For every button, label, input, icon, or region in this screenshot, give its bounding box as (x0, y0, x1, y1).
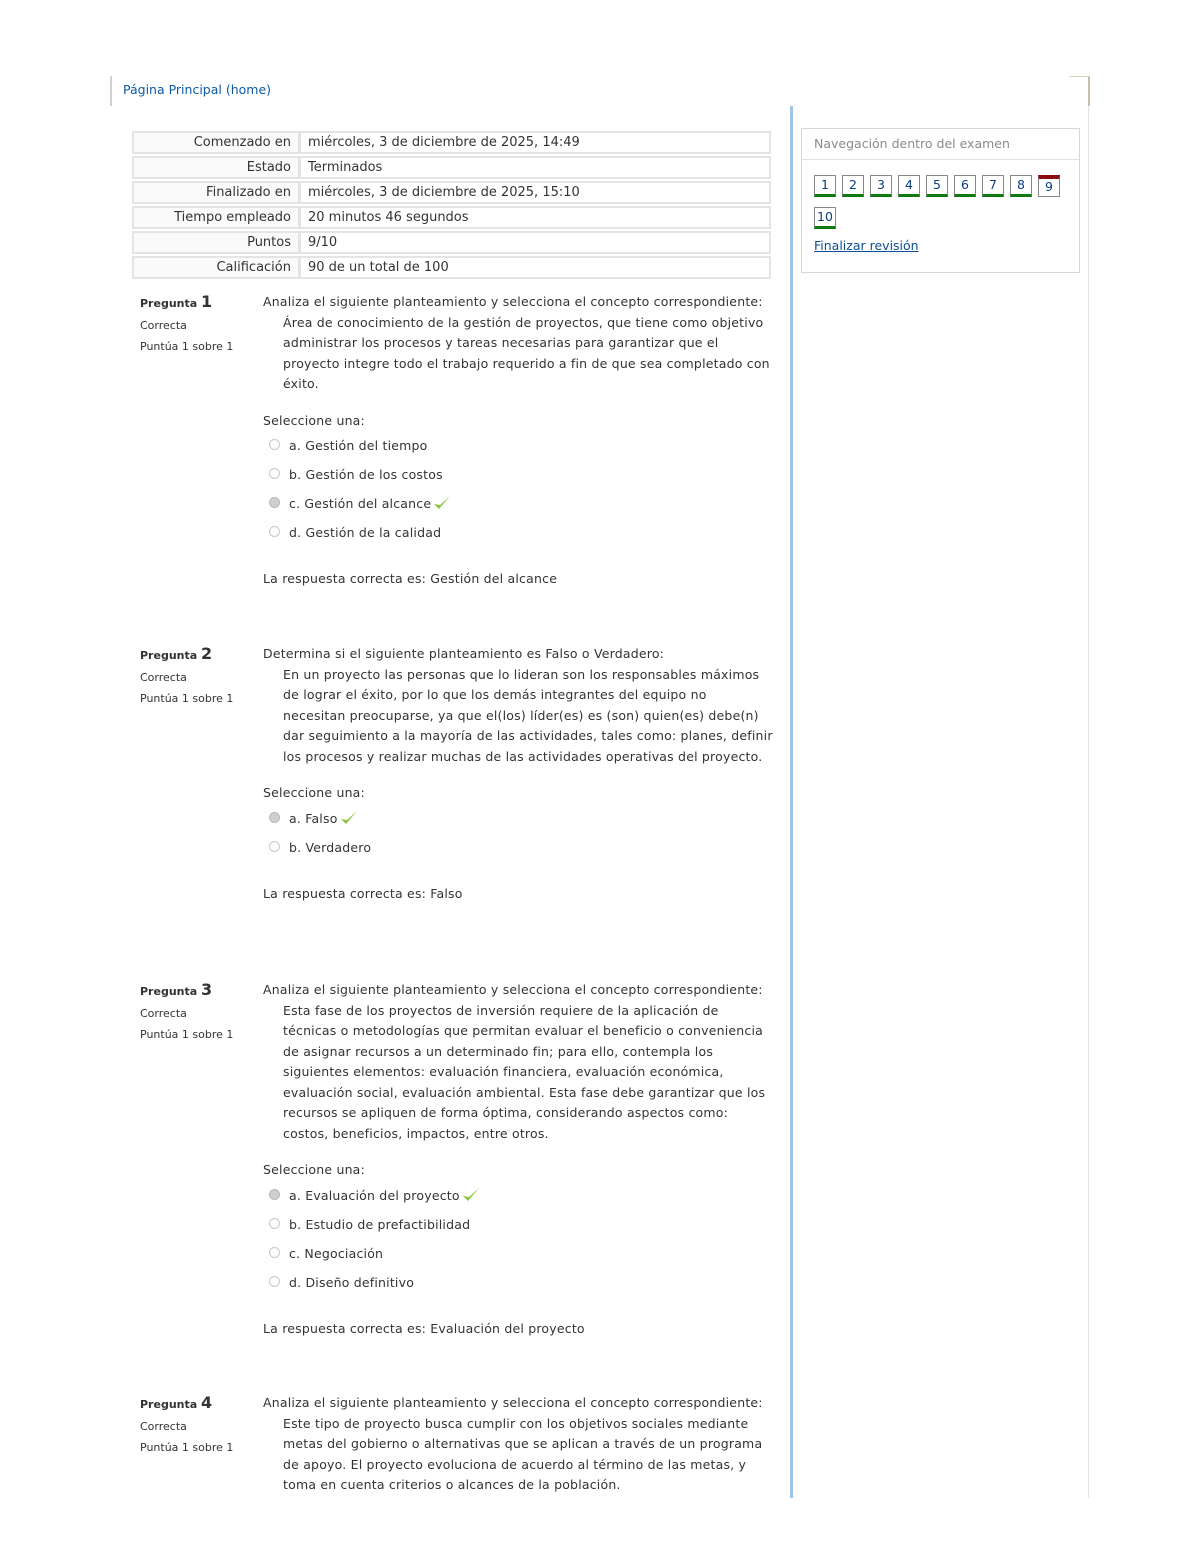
radio-button[interactable] (269, 526, 280, 537)
option-c[interactable] (263, 1239, 773, 1268)
summary-row (132, 181, 771, 204)
option-b[interactable] (263, 833, 773, 862)
question-grade: Puntúa 1 sobre 1 (140, 692, 234, 705)
option-label: b. Gestión de los costos (289, 467, 443, 482)
question-grade: Puntúa 1 sobre 1 (140, 1028, 234, 1041)
answer-options (263, 431, 773, 547)
option-label: c. Gestión del alcance (289, 496, 432, 511)
summary-row (132, 131, 771, 154)
radio-button[interactable] (269, 439, 280, 450)
summary-row (132, 206, 771, 229)
radio-button[interactable] (269, 468, 280, 479)
question-state: Correcta (140, 671, 187, 684)
option-label: a. Gestión del tiempo (289, 438, 428, 453)
select-one-label: Seleccione una: (263, 1162, 365, 1177)
home-link[interactable]: Página Principal (home) (123, 82, 272, 97)
radio-button-selected[interactable] (269, 1189, 280, 1200)
radio-button[interactable] (269, 1276, 280, 1287)
nav-question-5[interactable]: 5 (926, 175, 948, 197)
correct-answer-prefix: La respuesta correcta es: (263, 571, 431, 586)
question-label: Pregunta (140, 985, 198, 998)
question-intro: Analiza el siguiente planteamiento y selecciona el concepto correspondiente: (263, 294, 763, 309)
question-state: Correcta (140, 1420, 187, 1433)
question-content (263, 1393, 773, 1496)
question-text (263, 292, 773, 395)
quiz-navigation-block (801, 128, 1080, 273)
question-detail: Este tipo de proyecto busca cumplir con los objetivos sociales mediante metas del gobierno o alternativas que se aplican a través de un programa de apoyo. El proyecto evoluciona de acuerdo al término de las metas, y toma en cuenta criterios o alcances de la población. (283, 1415, 763, 1492)
option-label: b. Estudio de prefactibilidad (289, 1216, 471, 1232)
summary-row (132, 156, 771, 179)
option-label: d. Gestión de la calidad (289, 525, 442, 540)
option-c[interactable] (263, 489, 773, 518)
nav-question-10[interactable]: 10 (814, 207, 836, 229)
header-left-border (110, 76, 112, 106)
question-grade: Puntúa 1 sobre 1 (140, 1441, 234, 1454)
radio-button[interactable] (269, 1218, 280, 1229)
question-info (140, 644, 250, 705)
question-intro: Determina si el siguiente planteamiento es Falso o Verdadero: (263, 646, 665, 661)
question-intro: Analiza el siguiente planteamiento y selecciona el concepto correspondiente: (263, 1395, 763, 1410)
correct-answer-value: Falso (430, 885, 463, 901)
question-text (263, 1393, 773, 1496)
question-content (263, 292, 773, 590)
option-label: b. Verdadero (289, 839, 372, 855)
correct-answer (263, 884, 773, 905)
option-label: a. Falso (289, 810, 338, 826)
option-a[interactable] (263, 431, 773, 460)
question-content (263, 644, 773, 904)
question-state: Correcta (140, 319, 187, 332)
summary-label: Tiempo empleado (132, 206, 299, 229)
nav-question-7[interactable]: 7 (982, 175, 1004, 197)
answer-options (263, 1181, 773, 1297)
column-divider (790, 106, 793, 1498)
question-info (140, 292, 250, 353)
finish-review-link[interactable]: Finalizar revisión (814, 238, 919, 253)
correct-answer-prefix: La respuesta correcta es: (263, 885, 431, 901)
question-number (140, 292, 250, 311)
correct-answer (263, 569, 773, 590)
question-number-value: 1 (201, 292, 213, 311)
option-label: c. Negociación (289, 1245, 384, 1261)
nav-question-6[interactable]: 6 (954, 175, 976, 197)
attempt-summary-table (132, 129, 771, 281)
question-info (140, 980, 250, 1041)
quiz-navigation-title: Navegación dentro del examen (802, 129, 1079, 160)
question-text (263, 644, 773, 767)
summary-label: Calificación (132, 256, 299, 279)
answer-options (263, 804, 773, 862)
question-detail: Área de conocimiento de la gestión de proyectos, que tiene como objetivo administrar los procesos y tareas necesarias para garantizar que el proyecto integre todo el trabajo requerido a fin de que sea completado con éxito. (283, 314, 770, 391)
nav-question-9-current[interactable]: 9 (1038, 175, 1060, 197)
option-a[interactable] (263, 804, 773, 833)
question-label: Pregunta (140, 649, 198, 662)
question-intro: Analiza el siguiente planteamiento y selecciona el concepto correspondiente: (263, 982, 763, 997)
select-one-label: Seleccione una: (263, 412, 365, 428)
summary-value: 9/10 (299, 231, 771, 254)
nav-question-3[interactable]: 3 (870, 175, 892, 197)
checkmark-icon (433, 495, 451, 511)
question-number (140, 644, 250, 663)
option-b[interactable] (263, 1210, 773, 1239)
nav-question-8[interactable]: 8 (1010, 175, 1032, 197)
checkmark-icon (462, 1187, 480, 1203)
summary-label: Estado (132, 156, 299, 179)
nav-question-2[interactable]: 2 (842, 175, 864, 197)
option-a[interactable] (263, 1181, 773, 1210)
question-number (140, 980, 250, 999)
radio-button-selected[interactable] (269, 497, 280, 508)
option-label: d. Diseño definitivo (289, 1274, 415, 1290)
summary-label: Comenzado en (132, 131, 299, 154)
summary-value: miércoles, 3 de diciembre de 2025, 14:49 (299, 131, 771, 154)
question-number (140, 1393, 250, 1412)
nav-question-1[interactable]: 1 (814, 175, 836, 197)
question-label: Pregunta (140, 297, 198, 310)
question-state: Correcta (140, 1007, 187, 1020)
correct-answer-value: Gestión del alcance (430, 571, 558, 586)
question-detail: Esta fase de los proyectos de inversión requiere de la aplicación de técnicas o metodologías que permitan evaluar el beneficio o conveniencia de asignar recursos a un determinado fin; para ello, contempla los siguientes elementos: evaluación financiera, evaluación económica, evaluación social, evaluación ambiental. Esta fase debe garantizar que los recursos se apliquen de forma óptima, considerando aspectos como: costos, beneficios, impactos, entre otros. (283, 1002, 766, 1141)
header-top-border (1070, 76, 1090, 77)
radio-button[interactable] (269, 1247, 280, 1258)
question-number-value: 3 (201, 980, 213, 999)
correct-answer-prefix: La respuesta correcta es: (263, 1320, 431, 1336)
question-number-value: 2 (201, 644, 213, 663)
question-info (140, 1393, 250, 1454)
option-label: a. Evaluación del proyecto (289, 1187, 460, 1203)
radio-button-selected[interactable] (269, 812, 280, 823)
summary-value: 90 de un total de 100 (299, 256, 771, 279)
summary-row (132, 256, 771, 279)
correct-answer (263, 1319, 773, 1340)
summary-row (132, 231, 771, 254)
page-right-border (1088, 106, 1089, 1498)
correct-answer-value: Evaluación del proyecto (430, 1320, 585, 1336)
checkmark-icon (340, 810, 358, 826)
summary-value: miércoles, 3 de diciembre de 2025, 15:10 (299, 181, 771, 204)
question-label: Pregunta (140, 1398, 198, 1411)
option-b[interactable] (263, 460, 773, 489)
question-detail: En un proyecto las personas que lo lideran son los responsables máximos de lograr el éxito, por lo que los demás integrantes del equipo no necesitan preocuparse, ya que el(los) líder(es) es (son) quien(es) debe(n) dar seguimiento a la mayoría de las actividades, tales como: planes, definir los procesos y realizar muchas de las actividades operativas del proyecto. (283, 666, 773, 764)
option-d[interactable] (263, 1268, 773, 1297)
nav-question-4[interactable]: 4 (898, 175, 920, 197)
question-grade: Puntúa 1 sobre 1 (140, 340, 234, 353)
question-content (263, 980, 773, 1339)
summary-value: 20 minutos 46 segundos (299, 206, 771, 229)
summary-label: Finalizado en (132, 181, 299, 204)
summary-label: Puntos (132, 231, 299, 254)
summary-value: Terminados (299, 156, 771, 179)
question-text (263, 980, 773, 1144)
question-number-value: 4 (201, 1393, 213, 1412)
radio-button[interactable] (269, 841, 280, 852)
option-d[interactable] (263, 518, 773, 547)
header-right-border (1088, 76, 1090, 106)
select-one-label: Seleccione una: (263, 785, 365, 800)
